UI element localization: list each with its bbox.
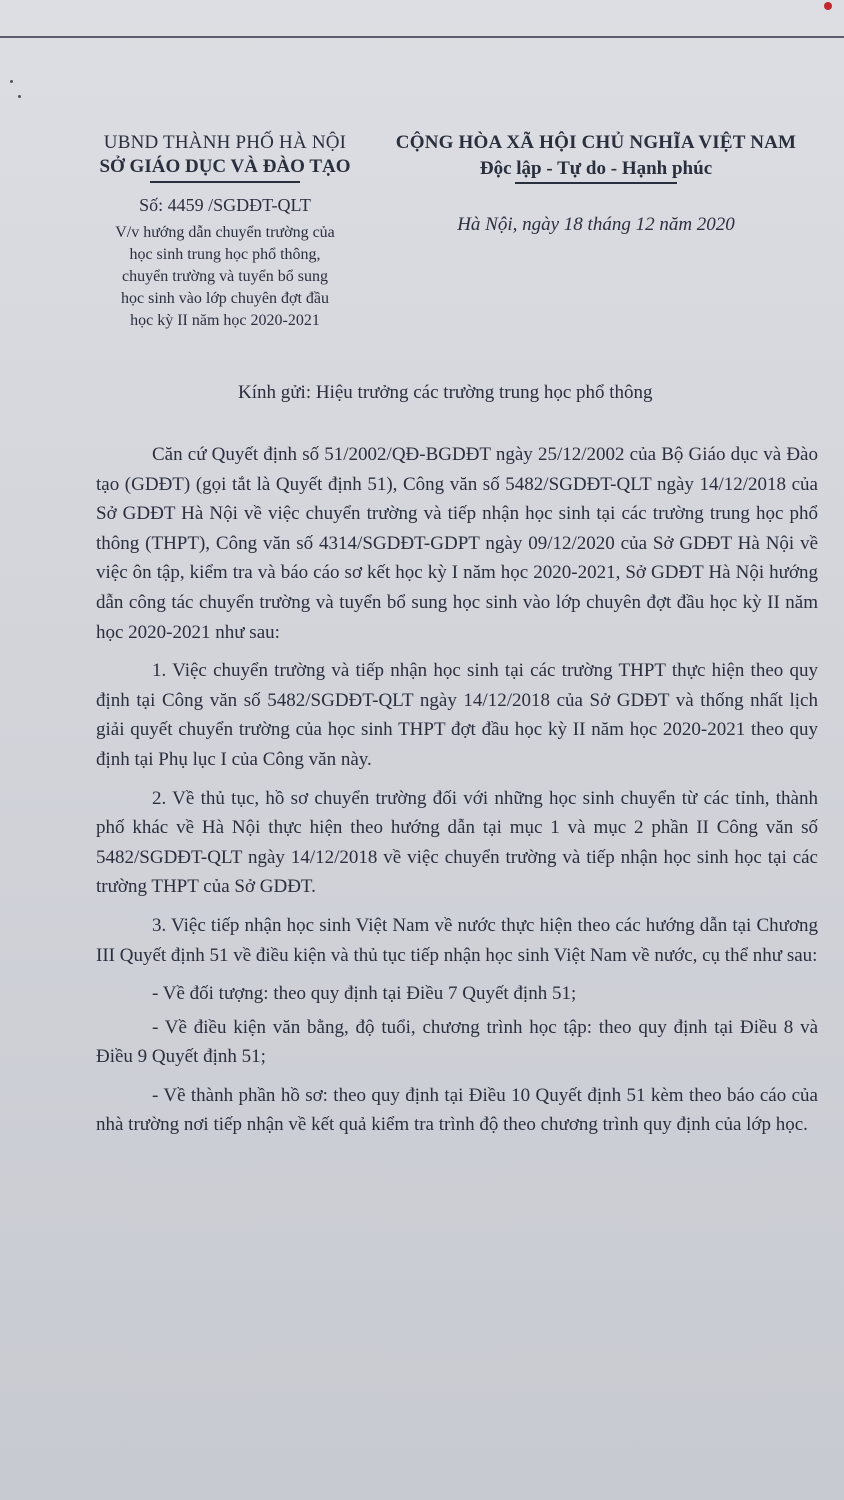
subject-line: học sinh trung học phổ thông, <box>129 245 321 263</box>
motto-underline <box>515 182 677 184</box>
national-header <box>378 132 814 236</box>
paper-speck <box>18 95 21 98</box>
issuer-block <box>70 132 380 332</box>
bullet-conditions: - Về điều kiện văn bằng, độ tuổi, chương trình học tập: theo quy định tại Điều 8 và Điều 9 Quyết định 51; <box>96 1016 818 1068</box>
issuer-underline <box>150 181 300 183</box>
corner-mark <box>824 2 832 10</box>
paragraph-preamble: Căn cứ Quyết định số 51/2002/QĐ-BGDĐT ngày 25/12/2002 của Bộ Giáo dục và Đào tạo (GDĐT) (gọi tắt là Quyết định 51), Công văn số 5482/SGDĐT-QLT ngày 14/12/2018 của Sở GDĐT Hà Nội về việc chuyển trường và tiếp nhận học sinh tại các trường trung học phổ thông (THPT), Công văn số 4314/SGDĐT-GDPT ngày 09/12/2020 của Sở GDĐT Hà Nội về việc ôn tập, kiểm tra và báo cáo sơ kết học kỳ I năm học 2020-2021, Sở GDĐT Hà Nội hướng dẫn công tác chuyển trường và tuyển bổ sung học sinh vào lớp chuyên đợt đầu học kỳ II năm học 2020-2021 như sau: <box>96 444 818 643</box>
subject-line: học kỳ II năm học 2020-2021 <box>130 311 320 329</box>
top-rule <box>0 36 844 38</box>
paragraph-item-2: 2. Về thủ tục, hồ sơ chuyển trường đối với những học sinh chuyển từ các tỉnh, thành phố khác về Hà Nội thực hiện theo hướng dẫn tại mục 1 và mục 2 phần II Công văn số 5482/SGDĐT-QLT ngày 14/12/2018 về việc chuyển trường và tiếp nhận học sinh học tại các trường THPT của Sở GDĐT. <box>96 787 818 898</box>
bullet-target-group: - Về đối tượng: theo quy định tại Điều 7 Quyết định 51; <box>152 983 577 1005</box>
issuer-org: SỞ GIÁO DỤC VÀ ĐÀO TẠO <box>99 156 351 177</box>
subject-line: V/v hướng dẫn chuyển trường của <box>115 223 335 241</box>
document-body <box>96 440 818 1149</box>
document-date: Hà Nội, ngày 18 tháng 12 năm 2020 <box>457 213 735 235</box>
subject-line: chuyển trường và tuyển bổ sung <box>122 267 328 285</box>
paragraph-item-1: 1. Việc chuyển trường và tiếp nhận học sinh tại các trường THPT thực hiện theo quy định tại Công văn số 5482/SGDĐT-QLT ngày 14/12/2018 của Sở GDĐT và thống nhất lịch giải quyết chuyển trường của học sinh THPT đợt đầu học kỳ II năm học 2020-2021 theo quy định tại Phụ lục I của Công văn này. <box>96 660 818 770</box>
national-motto: Độc lập - Tự do - Hạnh phúc <box>479 158 713 179</box>
bullet-dossier: - Về thành phần hồ sơ: theo quy định tại Điều 10 Quyết định 51 kèm theo báo cáo của nhà trường nơi tiếp nhận về kết quả kiểm tra trình độ theo chương trình quy định của lớp học. <box>96 1084 818 1136</box>
subject-line: học sinh vào lớp chuyên đợt đầu <box>121 289 329 307</box>
document-number: Số: 4459 /SGDĐT-QLT <box>139 194 311 215</box>
paragraph-item-3: 3. Việc tiếp nhận học sinh Việt Nam về nước thực hiện theo các hướng dẫn tại Chương III Quyết định 51 về điều kiện và thủ tục tiếp nhận học sinh Việt Nam về nước, cụ thể như sau: <box>96 914 818 966</box>
national-title: CỘNG HÒA XÃ HỘI CHỦ NGHĨA VIỆT NAM <box>395 132 797 153</box>
document-subject <box>70 222 380 332</box>
recipient-line: Kính gửi: Hiệu trưởng các trường trung học phổ thông <box>238 382 653 403</box>
issuer-parent-org: UBND THÀNH PHỐ HÀ NỘI <box>103 132 347 153</box>
paper-speck <box>10 80 13 83</box>
